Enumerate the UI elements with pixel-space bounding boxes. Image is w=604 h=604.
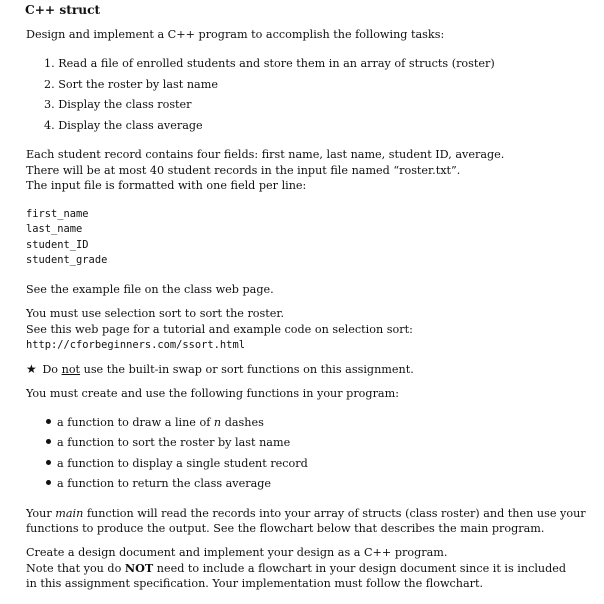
functions-intro: You must create and use the following functions in your program: xyxy=(26,387,399,400)
field-name: last_name xyxy=(26,223,83,235)
swap-note: ★ Do not use the built-in swap or sort functions on this assignment. xyxy=(26,362,414,376)
selection-text: See this web page for a tutorial and example code on selection sort: xyxy=(26,323,413,336)
task-item: 1. Read a file of enrolled students and store them in an array of structs (roster) xyxy=(44,57,495,70)
bullet-icon xyxy=(46,480,51,485)
bold-not: NOT xyxy=(124,561,154,575)
function-item: a function to return the class average xyxy=(46,476,271,491)
function-item: a function to display a single student record xyxy=(46,456,308,471)
example-file-text: See the example file on the class web page. xyxy=(26,283,274,296)
bullet-icon xyxy=(46,419,51,424)
ssort-url: http://cforbeginners.com/ssort.html xyxy=(26,339,245,351)
main-para-line: Your main function will read the records into your array of structs (class roster) and then use your xyxy=(26,507,586,520)
star-icon: ★ xyxy=(26,362,37,376)
record-desc-line: There will be at most 40 student records in the input file named “roster.txt”. xyxy=(26,164,461,177)
bullet-icon xyxy=(46,439,51,444)
page-title: C++ struct xyxy=(25,3,101,17)
record-desc-line: Each student record contains four fields: first name, last name, student ID, average. xyxy=(26,148,505,161)
design-para-line: Note that you do NOT need to include a flowchart in your design document since it is included xyxy=(26,561,567,575)
bullet-icon xyxy=(46,460,51,465)
main-para-line: functions to produce the output. See the flowchart below that describes the main program. xyxy=(26,522,545,535)
selection-text: You must use selection sort to sort the roster. xyxy=(26,307,285,320)
field-name: first_name xyxy=(26,208,89,220)
task-item: 2. Sort the roster by last name xyxy=(44,78,218,91)
task-item: 4. Display the class average xyxy=(44,119,203,132)
design-para-line: in this assignment specification. Your implementation must follow the flowchart. xyxy=(26,577,484,590)
underlined-not: not xyxy=(61,363,81,376)
task-item: 3. Display the class roster xyxy=(44,98,192,111)
field-name: student_grade xyxy=(26,254,108,266)
design-para-line: Create a design document and implement your design as a C++ program. xyxy=(26,546,448,559)
main-emphasis: main xyxy=(55,507,84,520)
intro-text: Design and implement a C++ program to accomplish the following tasks: xyxy=(26,28,445,41)
field-name: student_ID xyxy=(26,239,89,251)
function-item: a function to sort the roster by last name xyxy=(46,435,290,450)
record-desc-line: The input file is formatted with one field per line: xyxy=(26,179,307,192)
function-item: a function to draw a line of n dashes xyxy=(46,415,264,430)
